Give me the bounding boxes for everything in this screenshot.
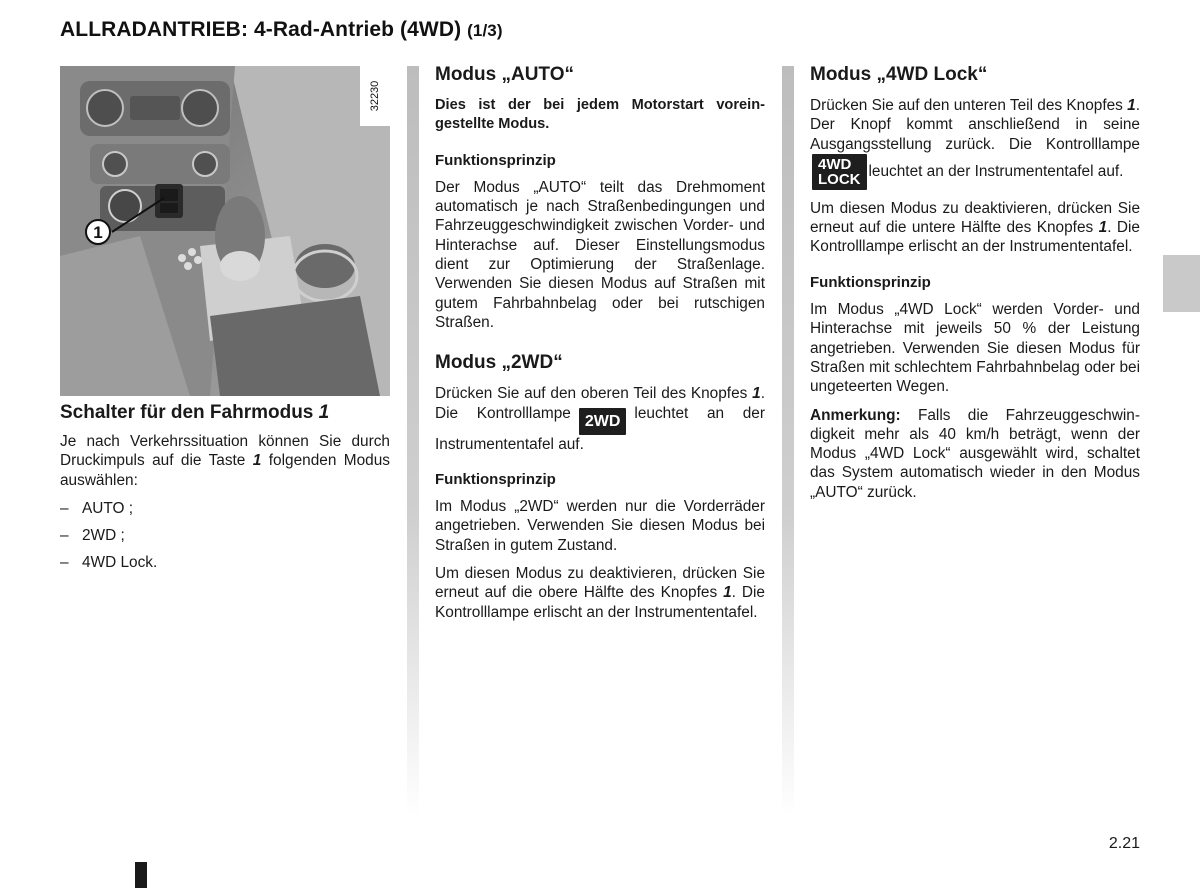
4wd-lock-instruction: Drücken Sie auf den unteren Teil des Knopfes 1. Der Knopf kommt anschließend in seine Ausgangsstellung zurück. Die Kontrolllampe4WD LOCK leuchtet an der Instrumententafel auf. — [810, 97, 1140, 188]
photo-ref-code: 32230 — [369, 80, 381, 112]
4wd-lock-note: Anmerkung: Falls die Fahrzeuggeschwindigkeit mehr als 40 km/h beträgt, wenn der Modus „4WD Lock“ ausgewählt wird, schaltet das System automatisch wieder in den Modus „AUTO“ zurück. — [810, 406, 1140, 501]
list-item: – 2WD ; — [60, 527, 125, 545]
list-item: – AUTO ; — [60, 499, 134, 517]
column-divider-1 — [407, 66, 419, 816]
chapter-tab-marker — [1163, 255, 1200, 312]
2wd-mode-heading: Modus „2WD“ — [435, 352, 563, 374]
auto-mode-heading: Modus „AUTO“ — [435, 64, 574, 85]
column-divider-2 — [782, 66, 794, 816]
4wd-lock-indicator-icon: 4WD LOCK — [812, 154, 867, 190]
drive-mode-intro: Je nach Verkehrssituation können Sie durch Druckimpuls auf die Taste 1 folgenden Modus auswählen: — [60, 433, 390, 489]
page-title: ALLRADANTRIEB: 4-Rad-Antrieb (4WD) (1/3) — [60, 18, 503, 41]
middle-column — [435, 64, 765, 631]
4wd-lock-principle-text: Im Modus „4WD Lock“ werden Vorder- und Hinterachse mit jeweils 50 % der Leistung angetrieben. Verwenden Sie diesen Modus für Straßen mit schlechtem Fahrbahnbelag oder bei ungeteerten Wegen. — [810, 301, 1140, 396]
center-console-photo — [60, 66, 390, 396]
mode-list — [60, 499, 390, 573]
crop-mark — [135, 862, 147, 888]
auto-mode-lead: Dies ist der bei jedem Motorstart voreingestellte Modus. — [435, 97, 765, 133]
2wd-principle-heading: Funktionsprinzip — [435, 470, 556, 488]
4wd-lock-principle-heading: Funktionsprinzip — [810, 273, 931, 291]
page-number: 2.21 — [1108, 835, 1140, 852]
2wd-principle-text: Im Modus „2WD“ werden nur die Vorderräder angetrieben. Verwenden Sie diesen Modus bei Straßen in gutem Zustand. — [435, 498, 765, 554]
4wd-lock-heading: Modus „4WD Lock“ — [810, 64, 988, 85]
page-title-part: (1/3) — [467, 21, 503, 40]
2wd-instruction: Drücken Sie auf den oberen Teil des Knopfes 1. Die Kontrolllampe 2WD leuchtet an der Instrumententafel auf. — [435, 385, 765, 453]
2wd-indicator-icon: 2WD — [579, 408, 627, 435]
right-column — [810, 64, 1140, 511]
left-column — [60, 402, 390, 581]
auto-principle-heading: Funktionsprinzip — [435, 151, 556, 169]
4wd-lock-deactivate-text: Um diesen Modus zu deaktivieren, drücken Sie erneut auf die untere Hälfte des Knopfes 1. Die Kontrolllampe erlischt an der Instrumententafel. — [810, 199, 1140, 256]
2wd-deactivate-text: Um diesen Modus zu deaktivieren, drücken Sie erneut auf die obere Hälfte des Knopfes 1. Die Kontrolllampe erlischt an der Instrumententafel. — [435, 565, 765, 621]
list-item: – 4WD Lock. — [60, 554, 158, 572]
auto-principle-text: Der Modus „AUTO“ teilt das Drehmoment automatisch je nach Straßenbedingungen und Fahrzeuggeschwindigkeit zwischen Vorder- und Hinterachse auf. Dieser Einstellungsmodus dient zur Optimierung der Straßenlage. Verwenden Sie diesen Modus auf Straßen mit gutem Fahrbahnbelag oder bei rutschigen Straßen. — [435, 178, 765, 331]
drive-mode-heading: Schalter für den Fahrmodus 1 — [60, 402, 330, 423]
callout-1: 1 — [93, 223, 103, 242]
